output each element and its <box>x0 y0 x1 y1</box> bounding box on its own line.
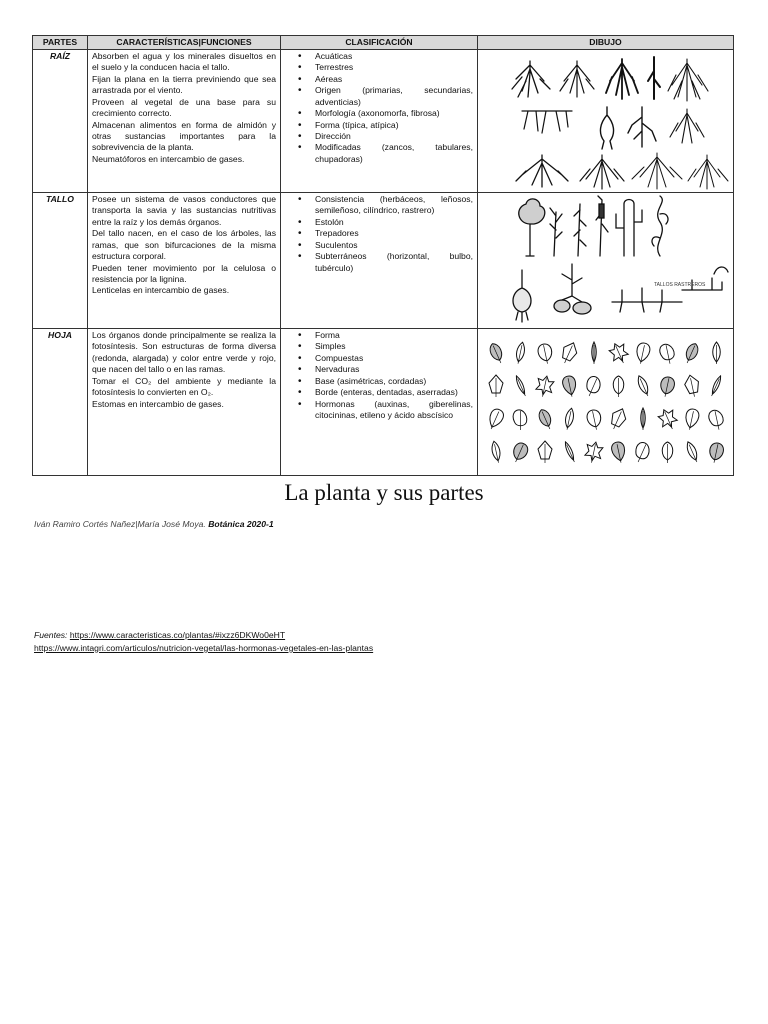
classification-item: • Subterráneos (horizontal, bulbo, tubérculo) <box>312 251 473 274</box>
classification-item: • Base (asimétricas, cordadas) <box>312 376 473 387</box>
fibrous-root-icon <box>560 61 594 97</box>
leaf-icon <box>489 375 503 397</box>
fibrous-root-icon <box>580 155 624 189</box>
classification-item: • Terrestres <box>312 62 473 73</box>
leaf-icon <box>658 343 676 366</box>
classification-item: • Morfología (axonomorfa, fibrosa) <box>312 108 473 119</box>
grass-stem-icon <box>550 208 562 256</box>
leaf-icon <box>641 408 646 430</box>
tree-icon <box>519 199 545 256</box>
classification-item: • Suculentos <box>312 240 473 251</box>
classification-item: • Aéreas <box>312 74 473 85</box>
part-classification <box>281 50 478 193</box>
leaf-icon <box>509 441 529 465</box>
leaf-icon <box>707 409 725 432</box>
description-line: Almacenan alimentos en forma de almidón y otras sustancias importantes para la sobrevivencia de la planta. <box>92 119 276 153</box>
classification-item: • Compuestas <box>312 353 473 364</box>
leaf-icon <box>713 342 721 364</box>
classification-item: • Borde (enteras, dentadas, aserradas) <box>312 387 473 398</box>
header-partes: PARTES <box>33 36 88 50</box>
roots-illustration <box>482 51 737 191</box>
leaf-icon <box>613 376 624 397</box>
header-clasificacion: CLASIFICACIÓN <box>281 36 478 50</box>
description-line: Tomar el CO₂ del ambiente y mediante la fotosíntesis lo convierten en O₂. <box>92 375 276 398</box>
leaf-icon <box>683 408 700 431</box>
leaf-icon <box>607 406 629 432</box>
description-line: Posee un sistema de vasos conductores que transporta la savia y las sustancias nutritivas entre la raíz y los demás órganos. <box>92 194 276 227</box>
part-classification <box>281 193 478 329</box>
leaf-icon <box>683 374 701 398</box>
description-line: Los órganos donde principalmente se realiza la fotosíntesis. Son estructuras de forma diversa (redonda, alargada) y color entre verde y rojo, que nacen del tallo o en las ramas. <box>92 330 276 375</box>
part-name: RAÍZ <box>33 50 88 193</box>
classification-item: • Modificadas (zancos, tabulares, chupadoras) <box>312 142 473 165</box>
leaf-icon <box>682 342 700 365</box>
classification-item: • Consistencia (herbáceos, leñosos, semileñoso, cilíndrico, rastrero) <box>312 194 473 217</box>
table-row-hoja <box>33 329 734 476</box>
classification-item: • Forma <box>312 330 473 341</box>
classification-item: • Forma (típica, atípica) <box>312 120 473 131</box>
leaf-icon <box>582 375 603 399</box>
branched-root-icon <box>516 155 568 187</box>
leaf-icon <box>514 375 527 397</box>
leaf-icon <box>538 441 552 463</box>
description-line: Proveen al vegetal de una base para su crecimiento correcto. <box>92 96 276 119</box>
classification-item: • Estolón <box>312 217 473 228</box>
description-line: Absorben el agua y los minerales disueltos en el suelo y la conducen hacia el tallo. <box>92 51 276 73</box>
leaf-icon <box>563 441 576 463</box>
tuberous-root-icon <box>600 107 613 149</box>
fibrous-root-icon <box>632 153 682 189</box>
classification-item: • Acuáticas <box>312 51 473 62</box>
description-line: Neumatóforos en intercambio de gases. <box>92 153 245 164</box>
leaf-icon <box>558 340 580 366</box>
table-header-row <box>33 36 734 50</box>
leaves-illustration <box>482 330 737 474</box>
leaf-icon <box>710 375 723 397</box>
leaf-icon <box>631 441 652 465</box>
leaf-icon <box>485 407 505 431</box>
cactus-icon <box>616 200 642 257</box>
leaf-icon <box>634 342 651 365</box>
leaf-icon <box>658 376 675 398</box>
page-title: La planta y sus partes <box>284 480 484 505</box>
leaf-icon <box>490 440 502 463</box>
table-row-tallo <box>33 193 734 329</box>
classification-item: • Dirección <box>312 131 473 142</box>
climbing-stem-icon <box>652 196 668 256</box>
part-name: TALLO <box>33 193 88 329</box>
part-description <box>88 329 281 476</box>
classification-item: • Nervaduras <box>312 364 473 375</box>
leaf-icon <box>513 410 527 430</box>
part-name: HOJA <box>33 329 88 476</box>
leaf-icon <box>535 375 555 399</box>
leaf-icon <box>610 441 627 464</box>
tuber-icon <box>554 264 591 314</box>
part-classification <box>281 329 478 476</box>
description-line: Estomas en intercambio de gases. <box>92 398 224 409</box>
classification-item: • Hormonas (auxinas, giberelinas, citocininas, etileno y ácido abscísico <box>312 399 473 422</box>
stem-caption: TALLOS RASTREROS <box>654 282 706 288</box>
leaf-icon <box>636 374 652 397</box>
part-description <box>88 50 281 193</box>
leaf-icon <box>608 341 631 367</box>
classification-item: • Origen (primarias, secundarias, adventicias) <box>312 85 473 108</box>
leaf-icon <box>685 440 701 463</box>
leaf-icon <box>488 342 506 365</box>
leaf-icon <box>657 407 680 433</box>
authors-line <box>34 519 274 529</box>
description-line: Fijan la plana en la tierra previniendo que sea arrastrada por el viento. <box>92 73 276 96</box>
header-dibujo: DIBUJO <box>478 36 734 50</box>
description-line: Del tallo nacen, en el caso de los árboles, las ramas, que son bifurcaciones de la misma estructura corporal. <box>92 228 276 262</box>
classification-item: • Simples <box>312 341 473 352</box>
leaf-icon <box>537 343 554 365</box>
description-line: Pueden tener movimiento por la celulosa o resistencia por la lignina. <box>92 262 276 284</box>
taproot-icon <box>628 107 656 147</box>
sources-label: Fuentes: <box>34 630 68 640</box>
leaf-icon <box>584 441 604 465</box>
header-caracteristicas: CARACTERÍSTICAS|FUNCIONES <box>88 36 281 50</box>
adventitious-root-icon <box>522 111 572 133</box>
part-description <box>88 193 281 329</box>
fibrous-root-icon <box>606 59 638 99</box>
herb-stem-icon <box>574 204 586 256</box>
leaf-icon <box>563 407 575 430</box>
fibrous-root-icon <box>688 155 728 189</box>
leaf-icon <box>514 341 526 364</box>
authors-names: Iván Ramiro Cortés Nañez|María José Moya. <box>34 519 206 529</box>
source-link[interactable]: https://www.caracteristicas.co/plantas/#ixzz6DKWo0eHT <box>69 630 286 640</box>
classification-item: • Trepadores <box>312 228 473 239</box>
sources-block <box>34 629 373 655</box>
course-name: Botánica 2020-1 <box>208 519 274 529</box>
leaf-icon <box>707 442 724 464</box>
leaf-icon <box>586 409 603 431</box>
taproot-icon <box>648 57 660 99</box>
plant-parts-table <box>32 35 734 476</box>
leaf-icon <box>537 408 555 431</box>
roots-drawing-cell <box>478 50 734 193</box>
rhizome-icon <box>612 288 682 312</box>
leaf-icon <box>662 442 673 463</box>
leaves-drawing-cell <box>478 329 734 476</box>
fibrous-root-icon <box>512 61 550 97</box>
bulb-icon <box>513 270 531 322</box>
fibrous-root-icon <box>668 59 708 101</box>
fibrous-root-icon <box>670 109 704 143</box>
source-link[interactable]: https://www.intagri.com/articulos/nutricion-vegetal/las-hormonas-vegetales-en-las-plantas <box>34 642 374 653</box>
stems-drawing-cell <box>478 193 734 329</box>
reed-stem-icon <box>596 196 608 256</box>
leaf-icon <box>561 375 578 398</box>
leaf-icon <box>592 342 597 364</box>
table-row-raiz <box>33 50 734 193</box>
stems-illustration <box>482 194 737 327</box>
description-line: Lenticelas en intercambio de gases. <box>92 285 230 296</box>
